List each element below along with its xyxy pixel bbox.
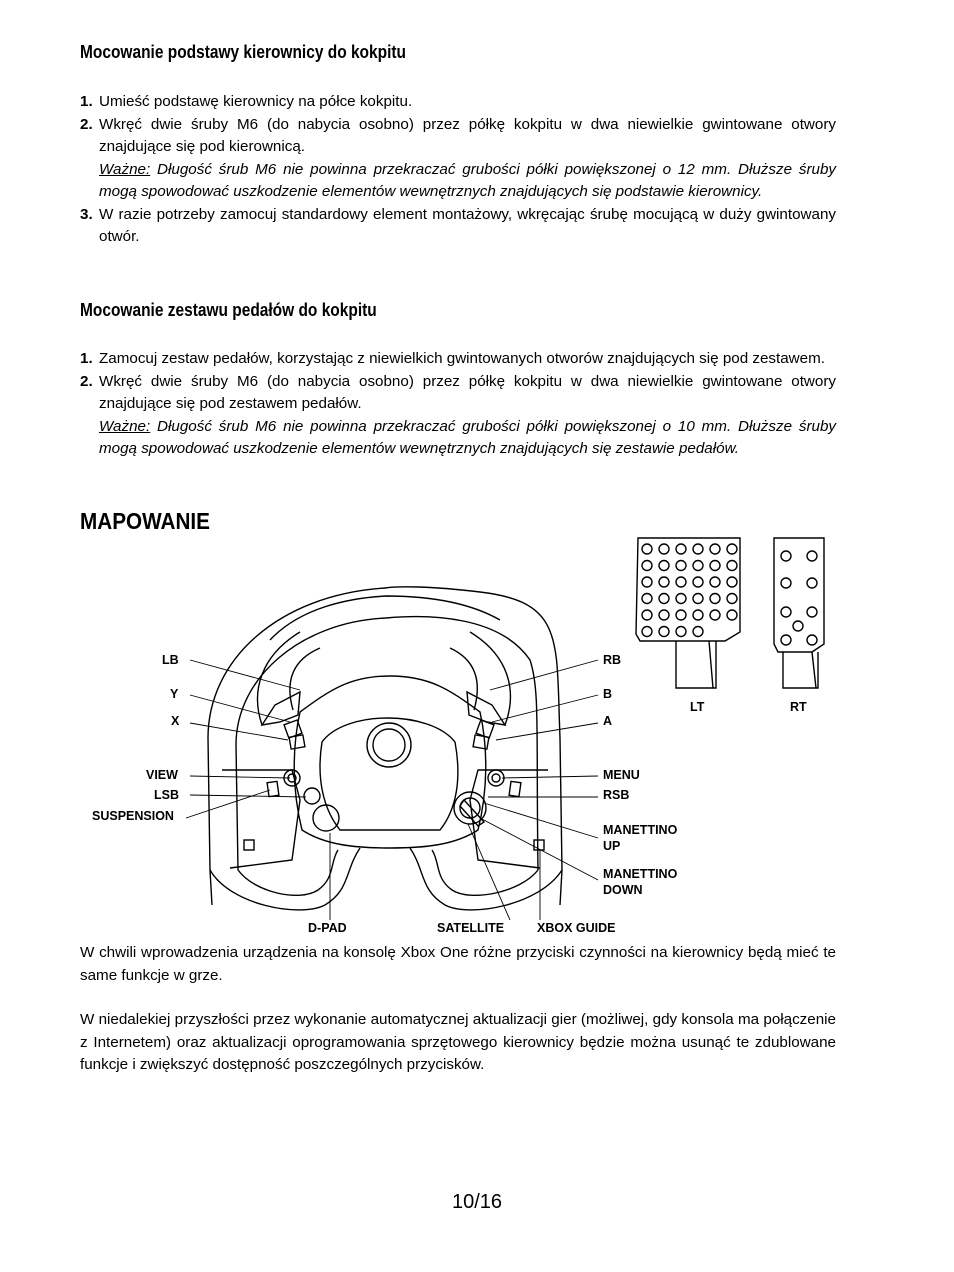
pedal-hole [676, 594, 686, 604]
label-xbox-guide: XBOX GUIDE [537, 921, 616, 935]
pedal-hole [781, 578, 791, 588]
pedal-hole [693, 610, 703, 620]
pedal-hole [710, 561, 720, 571]
note-label: Ważne: [99, 417, 151, 435]
section1-step-2 [80, 114, 836, 204]
label-manettino-down-line1: MANETTINO [603, 867, 678, 881]
step-number: 3. [80, 205, 93, 223]
pedal-hole [781, 607, 791, 617]
section1-steps [80, 91, 836, 249]
label-suspension: SUSPENSION [92, 809, 174, 823]
section2-title: Mocowanie zestawu pedałów do kokpitu [80, 300, 377, 320]
pedal-hole [781, 635, 791, 645]
pedal-hole [727, 577, 737, 587]
label-manettino-down-line2: DOWN [603, 883, 643, 897]
step-text: Wkręć dwie śruby M6 (do nabycia osobno) przez półkę kokpitu w dwa niewielkie gwintowane otwory znajdujące się pod kierownicą. [99, 115, 836, 155]
step-number: 2. [80, 372, 93, 390]
pedal-hole [807, 607, 817, 617]
pedal-hole [710, 610, 720, 620]
lt-pedal-illustration [636, 538, 740, 688]
step-number: 1. [80, 350, 93, 367]
pedal-hole [710, 577, 720, 587]
wheel-mapping-diagram [0, 520, 954, 940]
pedal-hole [642, 627, 652, 637]
pedal-hole [676, 561, 686, 571]
important-note [99, 418, 836, 458]
label-satellite: SATELLITE [437, 921, 505, 935]
step-number: 2. [80, 115, 93, 133]
label-x: X [171, 714, 180, 728]
label-manettino-up-line2: UP [603, 839, 621, 853]
pedal-hole [727, 610, 737, 620]
pedal-hole [781, 551, 791, 561]
label-b: B [603, 687, 613, 701]
pedal-hole [710, 594, 720, 604]
step-text: Zamocuj zestaw pedałów, korzystając z niewielkich gwintowanych otworów znajdujących się pod zestawem. [99, 350, 825, 367]
pedal-hole [807, 578, 817, 588]
pedal-hole [659, 561, 669, 571]
step-number: 1. [80, 93, 93, 110]
label-manettino-up-line1: MANETTINO [603, 823, 678, 837]
section1-title: Mocowanie podstawy kierownicy do kokpitu [80, 42, 407, 62]
pedal-hole [693, 627, 703, 637]
pedal-hole [676, 577, 686, 587]
pedal-hole [659, 544, 669, 554]
pedal-hole [642, 577, 652, 587]
section2-step-1 [80, 348, 836, 371]
label-view: VIEW [146, 768, 178, 782]
pedal-hole [807, 635, 817, 645]
pedal-hole [710, 544, 720, 554]
pedal-hole [727, 594, 737, 604]
label-rt: RT [790, 700, 807, 714]
pedal-hole [642, 544, 652, 554]
pedal-hole [727, 561, 737, 571]
pedal-hole [807, 551, 817, 561]
section2-steps [80, 348, 836, 461]
note-text: Długość śrub M6 nie powinna przekraczać grubości półki powiększonej o 12 mm. Dłuższe śruby mogą spowodować uszkodzenie elementów wewnętrznych znajdujących się podstawie kierownicy. [99, 160, 836, 200]
important-note [99, 161, 836, 201]
pedal-hole [659, 577, 669, 587]
pedal-hole [642, 610, 652, 620]
callout-labels [92, 653, 807, 935]
label-rb: RB [603, 653, 622, 667]
pedal-hole [727, 544, 737, 554]
section2-step-2 [80, 371, 836, 461]
note-text: Długość śrub M6 nie powinna przekraczać grubości półki powiększonej o 10 mm. Dłuższe śruby mogą spowodować uszkodzenie elementów wewnętrznych znajdujących się zestawie pedałów. [99, 417, 836, 457]
pedal-hole [676, 544, 686, 554]
section1-step-3 [80, 204, 836, 249]
paragraph-2: W niedalekiej przyszłości przez wykonanie automatycznej aktualizacji gier (możliwej, gdy konsola ma połączenie z Internetem) oraz aktualizacji oprogramowania sprzętowego kierownicy będzie można usunąć te zdublowane funkcje i zwiększyć dostępność poszczególnych przycisków. [80, 1011, 836, 1073]
step-text: Wkręć dwie śruby M6 (do nabycia osobno) przez półkę kokpitu w dwa niewielkie gwintowane otwory znajdujące się pod zestawem pedałów. [99, 372, 836, 412]
page-number: 10/16 [451, 1191, 503, 1213]
pedal-hole [642, 594, 652, 604]
label-a: A [603, 714, 613, 728]
pedal-hole [642, 561, 652, 571]
step-text: W razie potrzeby zamocuj standardowy element montażowy, wkręcając śrubę mocującą w duży gwintowany otwór. [99, 205, 836, 245]
pedal-hole [693, 544, 703, 554]
label-dpad: D-PAD [308, 921, 347, 935]
pedal-hole [693, 594, 703, 604]
pedal-hole [659, 627, 669, 637]
pedal-hole [693, 561, 703, 571]
rt-pedal-illustration [774, 538, 824, 688]
label-lsb: LSB [154, 788, 179, 802]
label-lt: LT [690, 700, 705, 714]
label-y: Y [170, 687, 179, 701]
pedal-hole [659, 594, 669, 604]
section1-step-1 [80, 91, 836, 114]
pedal-hole [693, 577, 703, 587]
pedal-hole [659, 610, 669, 620]
mapping-title: MAPOWANIE [80, 508, 210, 534]
label-menu: MENU [603, 768, 640, 782]
label-lb: LB [162, 653, 179, 667]
pedal-hole [676, 610, 686, 620]
paragraph-1: W chwili wprowadzenia urządzenia na konsolę Xbox One różne przyciski czynności na kierownicy będą mieć te same funkcje w grze. [80, 944, 836, 984]
steering-wheel-illustration [208, 587, 562, 910]
pedal-hole [793, 621, 803, 631]
step-text: Umieść podstawę kierownicy na półce kokpitu. [99, 93, 413, 110]
pedal-hole [676, 627, 686, 637]
label-rsb: RSB [603, 788, 630, 802]
note-label: Ważne: [99, 160, 151, 178]
